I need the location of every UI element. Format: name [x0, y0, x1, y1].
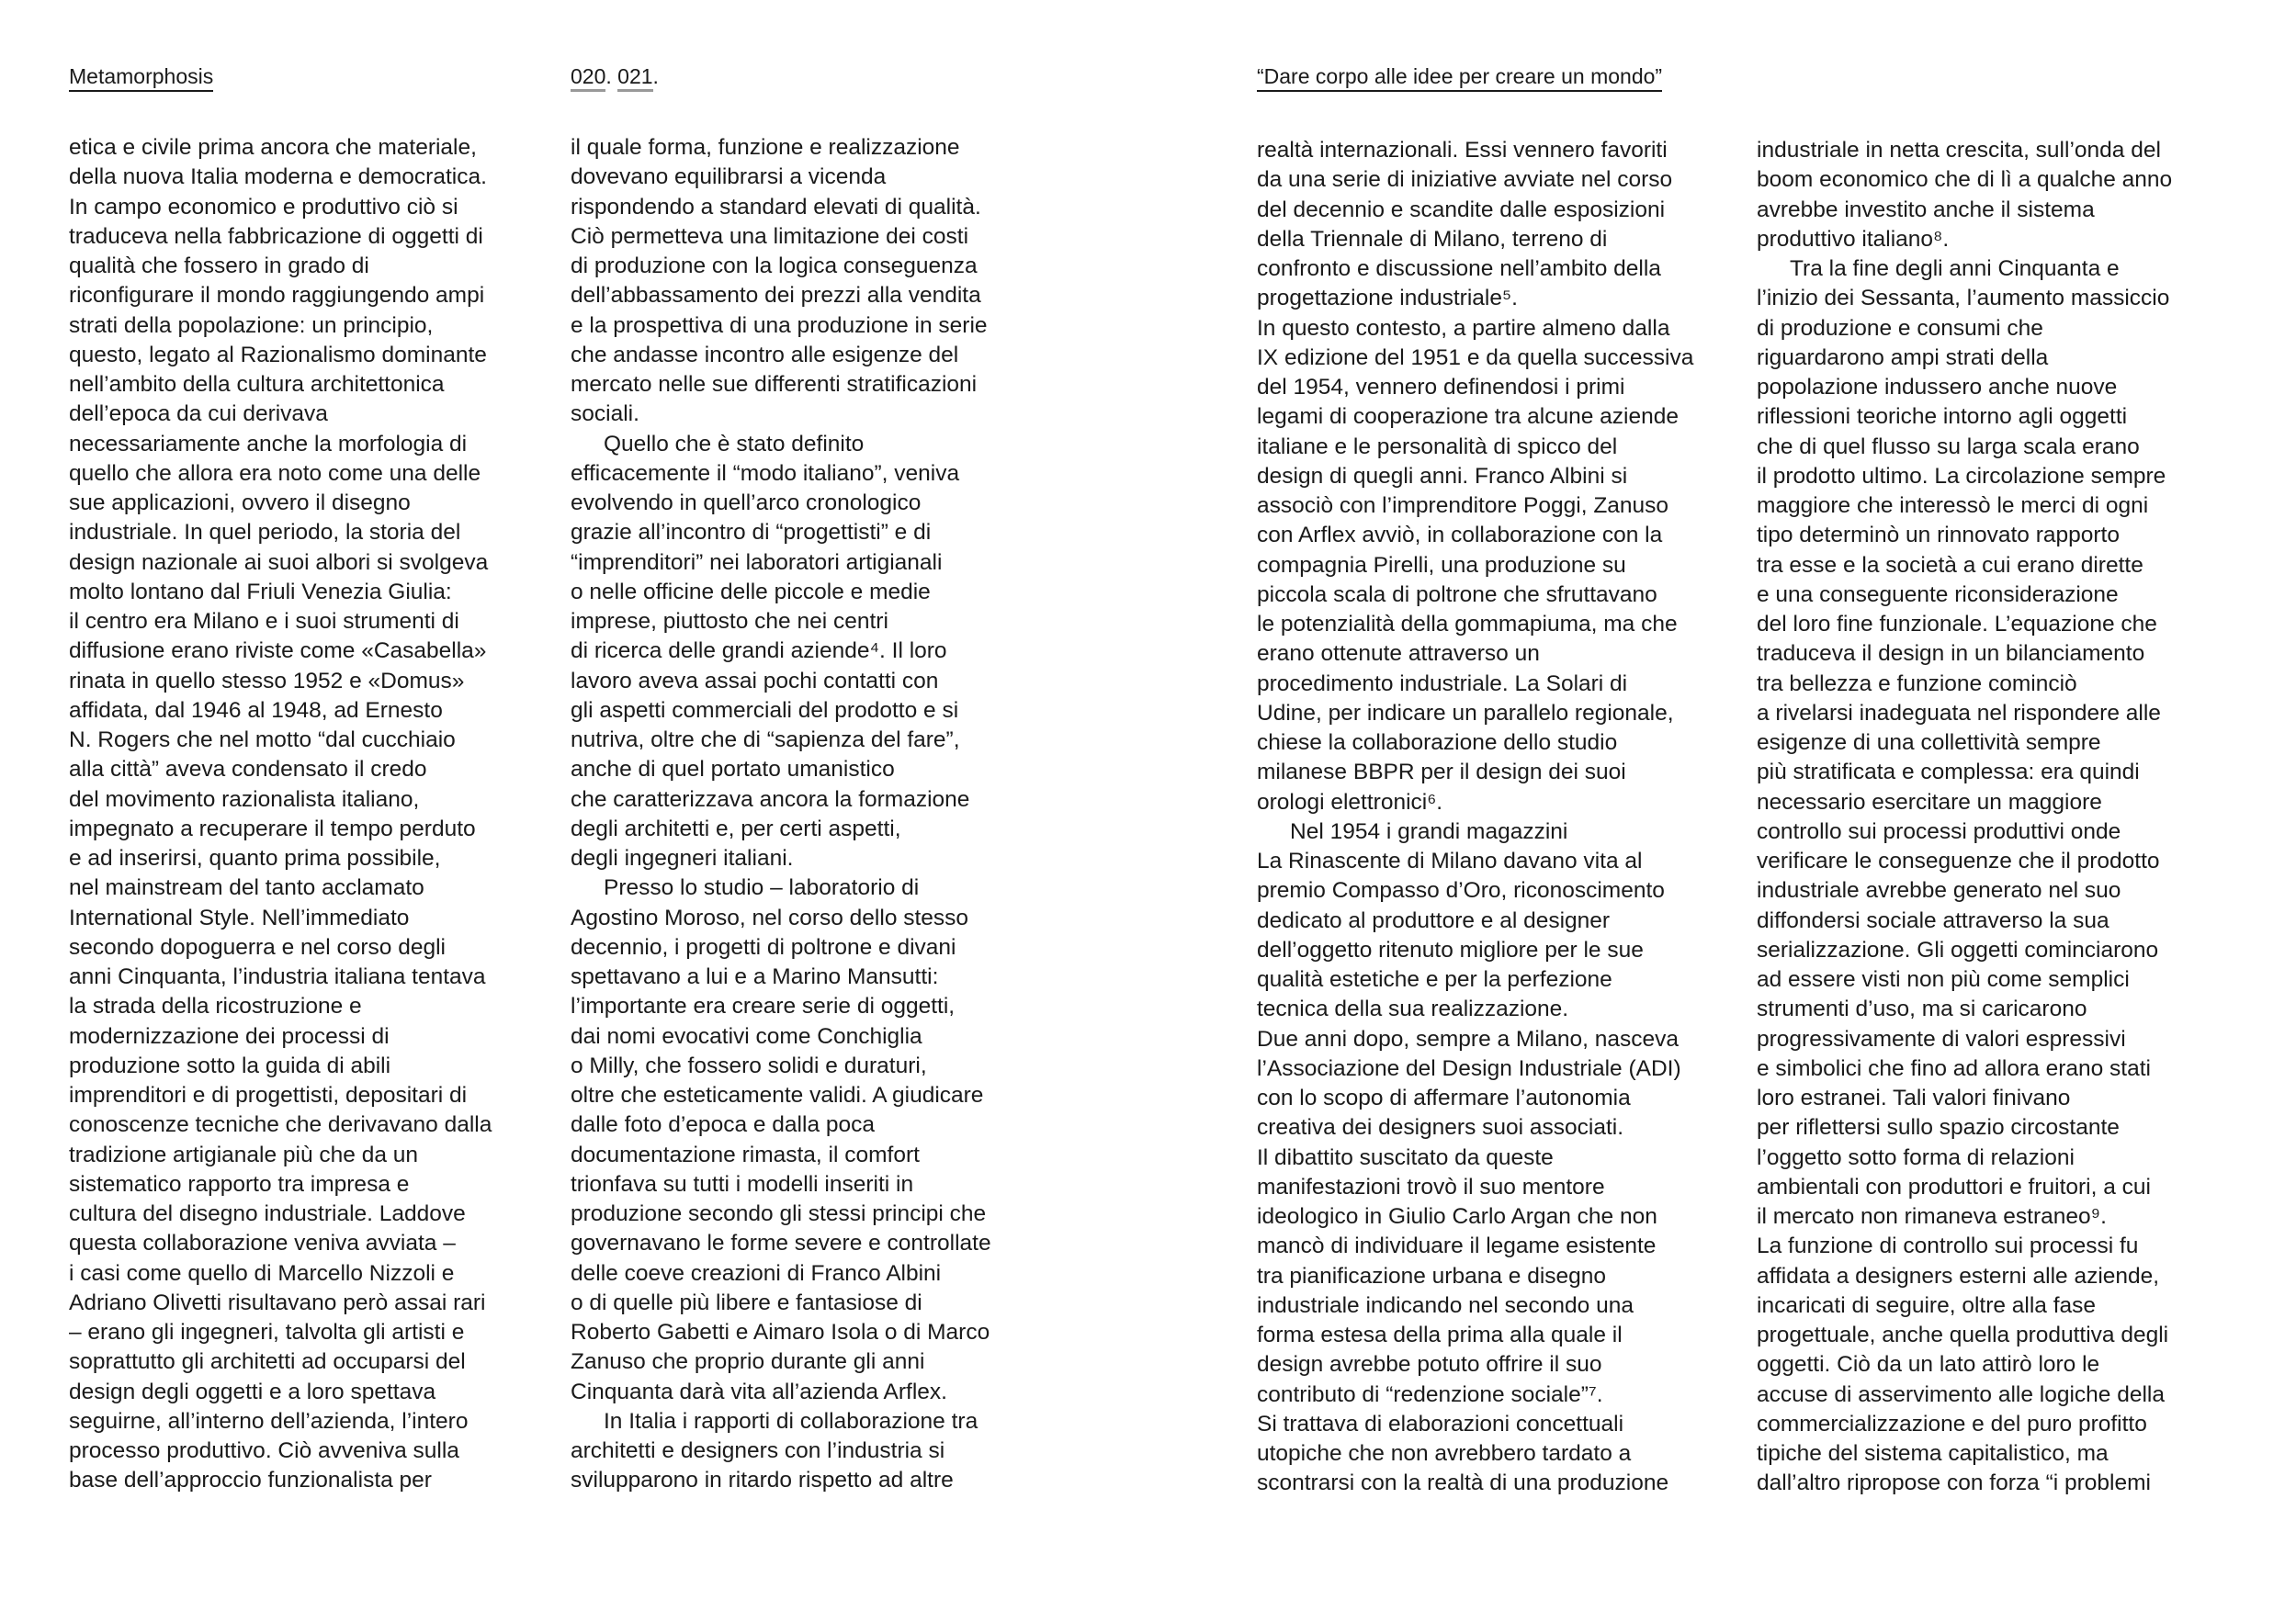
text-line: N. Rogers che nel motto “dal cucchiaio: [69, 727, 456, 752]
text-line: spettavano a lui e a Marino Mansutti:: [571, 964, 939, 989]
text-line: del 1954, vennero definendosi i primi: [1257, 375, 1625, 400]
text-line: Si trattava di elaborazioni concettuali: [1257, 1411, 1624, 1437]
text-line: dedicato al produttore e al designer: [1257, 907, 1611, 933]
text-line: tra esse e la società a cui erano dirette: [1757, 552, 2143, 578]
text-line: affidata a designers esterni alle aziende,: [1757, 1263, 2160, 1289]
text-line: il mercato non rimaneva estraneo⁹.: [1757, 1204, 2107, 1229]
running-head-left: [69, 62, 213, 90]
text-line: progettazione industriale⁵.: [1257, 286, 1518, 311]
text-line: boom economico che di lì a qualche anno: [1757, 167, 2173, 193]
text-line: incaricati di seguire, oltre alla fase: [1757, 1292, 2097, 1318]
text-column-2: [571, 133, 1067, 1496]
text-line: efficacemente il “modo italiano”, veniva: [571, 460, 960, 486]
text-line: o di quelle più libere e fantasiose di: [571, 1290, 922, 1315]
text-line: tra pianificazione urbana e disegno: [1257, 1263, 1607, 1289]
text-line: delle coeve creazioni di Franco Albini: [571, 1260, 942, 1286]
text-line: o Milly, che fossero solidi e duraturi,: [571, 1053, 927, 1078]
text-line: secondo dopoguerra e nel corso degli: [69, 934, 446, 960]
text-line: traduceva nella fabbricazione di oggetti di: [69, 223, 483, 249]
text-line: ambientali con produttori e fruitori, a cui: [1757, 1174, 2151, 1200]
text-line: sistematico rapporto tra impresa e: [69, 1171, 410, 1197]
text-line: orologi elettronici⁶.: [1257, 789, 1443, 815]
text-line: accuse di asservimento alle logiche della: [1757, 1381, 2165, 1407]
text-line: diffondersi sociale attraverso la sua: [1757, 907, 2109, 933]
text-line: gli aspetti commerciali del prodotto e si: [571, 697, 959, 723]
text-line: tipiche del sistema capitalistico, ma: [1757, 1441, 2109, 1466]
text-line: nel mainstream del tanto acclamato: [69, 875, 424, 901]
text-line: degli ingegneri italiani.: [571, 846, 794, 871]
text-line: che di quel flusso su larga scala erano: [1757, 434, 2140, 459]
text-line: manifestazioni trovò il suo mentore: [1257, 1174, 1605, 1200]
page-number-left[interactable]: 020: [571, 64, 605, 92]
text-line: Quello che è stato definito: [604, 431, 865, 456]
text-line: loro estranei. Tali valori finivano: [1757, 1086, 2071, 1110]
text-line: legami di cooperazione tra alcune aziende: [1257, 404, 1679, 430]
page-end-dot: .: [652, 64, 659, 88]
text-column-3: [1257, 136, 1753, 1499]
page-numbers: [571, 62, 659, 90]
text-line: della Triennale di Milano, terreno di: [1257, 226, 1608, 252]
chapter-title: “Dare corpo alle idee per creare un mondo”: [1257, 64, 1662, 92]
text-line: controllo sui processi produttivi onde: [1757, 818, 2121, 844]
text-line: industriale. In quel periodo, la storia del: [69, 520, 461, 546]
text-line: alla città” aveva condensato il credo: [69, 757, 427, 783]
text-line: Nel 1954 i grandi magazzini: [1290, 818, 1568, 844]
text-line: tipo determinò un rinnovato rapporto: [1757, 523, 2120, 548]
text-line: seguirne, all’interno dell’azienda, l’intero: [69, 1408, 469, 1434]
text-line: anche di quel portato umanistico: [571, 757, 895, 783]
text-column-4: [1757, 136, 2253, 1499]
text-line: evolvendo in quell’arco cronologico: [571, 490, 922, 515]
text-line: questo, legato al Razionalismo dominante: [69, 342, 487, 367]
text-line: maggiore che interessò le merci di ogni: [1757, 493, 2149, 518]
text-line: necessariamente anche la morfologia di: [69, 431, 468, 456]
text-line: industriale in netta crescita, sull’onda del: [1757, 138, 2161, 163]
text-line: sociali.: [571, 401, 639, 427]
text-line: molto lontano dal Friuli Venezia Giulia:: [69, 579, 452, 604]
text-line: erano ottenute attraverso un: [1257, 641, 1540, 667]
text-line: le potenzialità della gommapiuma, ma che: [1257, 612, 1678, 637]
text-line: trionfava su tutti i modelli inseriti in: [571, 1171, 914, 1197]
text-line: a rivelarsi inadeguata nel rispondere alle: [1757, 700, 2161, 726]
text-line: etica e civile prima ancora che materiale,: [69, 135, 477, 160]
text-line: l’importante era creare serie di oggetti,: [571, 994, 956, 1020]
text-line: dai nomi evocativi come Conchiglia: [571, 1023, 922, 1049]
text-line: dall’altro ripropose con forza “i problemi: [1757, 1470, 2151, 1496]
text-line: governavano le forme severe e controllate: [571, 1231, 991, 1256]
page-number-right[interactable]: 021: [617, 64, 652, 92]
text-line: produzione sotto la guida di abili: [69, 1053, 391, 1078]
text-line: mancò di individuare il legame esistente: [1257, 1234, 1657, 1259]
text-line: decennio, i progetti di poltrone e divani: [571, 934, 956, 960]
text-line: architetti e designers con l’industria si: [571, 1438, 945, 1463]
text-line: progressivamente di valori espressivi: [1757, 1026, 2126, 1052]
page-separator: .: [605, 64, 618, 88]
text-line: i casi come quello di Marcello Nizzoli e: [69, 1260, 455, 1286]
text-line: nutriva, oltre che di “sapienza del fare”,: [571, 727, 960, 752]
text-line: design avrebbe potuto offrire il suo: [1257, 1352, 1602, 1378]
text-line: processo produttivo. Ciò avveniva sulla: [69, 1438, 459, 1463]
text-line: conoscenze tecniche che derivavano dalla: [69, 1112, 492, 1138]
text-line: traduceva il design in un bilanciamento: [1757, 641, 2145, 667]
text-line: anni Cinquanta, l’industria italiana tentava: [69, 964, 486, 989]
text-line: industriale avrebbe generato nel suo: [1757, 878, 2121, 904]
text-line: di ricerca delle grandi aziende⁴. Il loro: [571, 638, 947, 664]
text-line: design degli oggetti e a loro spettava: [69, 1379, 436, 1404]
text-line: e ad inserirsi, quanto prima possibile,: [69, 846, 441, 871]
text-line: la strada della ricostruzione e: [69, 994, 362, 1020]
text-line: produttivo italiano⁸.: [1757, 226, 1950, 252]
text-line: imprenditori e di progettisti, depositari di: [69, 1083, 468, 1108]
text-line: associò con l’imprenditore Poggi, Zanuso: [1257, 493, 1669, 518]
text-line: industriale indicando nel secondo una: [1257, 1292, 1634, 1318]
running-head-right: [1257, 62, 1662, 90]
text-line: diffusione erano riviste come «Casabella»: [69, 638, 487, 664]
text-line: creativa dei designers suoi associati.: [1257, 1115, 1624, 1141]
text-line: con lo scopo di affermare l’autonomia: [1257, 1086, 1631, 1110]
text-line: riconfigurare il mondo raggiungendo ampi: [69, 283, 485, 309]
text-line: Tra la fine degli anni Cinquanta e: [1790, 256, 2120, 281]
text-line: del movimento razionalista italiano,: [69, 786, 420, 812]
text-line: strumenti d’uso, ma si caricarono: [1757, 997, 2087, 1022]
text-line: compagnia Pirelli, una produzione su: [1257, 552, 1626, 578]
text-line: di produzione e consumi che: [1757, 315, 2043, 341]
text-line: riflessioni teoriche intorno agli oggetti: [1757, 404, 2128, 430]
text-line: IX edizione del 1951 e da quella successiva: [1257, 344, 1694, 370]
text-line: design nazionale ai suoi albori si svolgeva: [69, 549, 489, 575]
text-line: e una conseguente riconsiderazione: [1757, 581, 2119, 607]
text-line: l’oggetto sotto forma di relazioni: [1757, 1144, 2075, 1170]
text-line: premio Compasso d’Oro, riconoscimento: [1257, 878, 1665, 904]
text-line: riguardarono ampi strati della: [1757, 344, 2049, 370]
text-line: dell’abbassamento dei prezzi alla vendita: [571, 283, 981, 309]
text-line: “imprenditori” nei laboratori artigianali: [571, 549, 943, 575]
text-line: rinata in quello stesso 1952 e «Domus»: [69, 668, 465, 693]
text-line: per riflettersi sullo spazio circostante: [1757, 1115, 2120, 1141]
text-line: – erano gli ingegneri, talvolta gli artisti e: [69, 1320, 465, 1345]
text-line: più stratificata e complessa: era quindi: [1757, 760, 2140, 785]
text-line: confronto e discussione nell’ambito della: [1257, 256, 1661, 281]
text-line: modernizzazione dei processi di: [69, 1023, 390, 1049]
text-line: rispondendo a standard elevati di qualità.: [571, 194, 981, 220]
text-line: l’Associazione del Design Industriale (ADI): [1257, 1055, 1681, 1081]
text-line: ideologico in Giulio Carlo Argan che non: [1257, 1204, 1657, 1229]
text-line: dell’epoca da cui derivava: [69, 401, 328, 427]
text-line: oltre che esteticamente validi. A giudicare: [571, 1083, 984, 1108]
text-line: ad essere visti non più come semplici: [1757, 967, 2130, 992]
text-line: della nuova Italia moderna e democratica.: [69, 164, 487, 190]
text-line: forma estesa della prima alla quale il: [1257, 1323, 1623, 1347]
text-line: commercializzazione e del puro profitto: [1757, 1411, 2147, 1437]
text-line: design di quegli anni. Franco Albini si: [1257, 463, 1628, 489]
text-line: Il dibattito suscitato da queste: [1257, 1144, 1554, 1170]
text-line: documentazione rimasta, il comfort: [571, 1142, 920, 1167]
text-line: La funzione di controllo sui processi fu: [1757, 1234, 2139, 1259]
text-line: lavoro aveva assai pochi contatti con: [571, 668, 939, 693]
text-line: Ciò permetteva una limitazione dei costi: [571, 223, 969, 249]
text-line: International Style. Nell’immediato: [69, 905, 410, 930]
text-line: il quale forma, funzione e realizzazione: [571, 135, 960, 160]
text-line: e la prospettiva di una produzione in serie: [571, 312, 988, 338]
text-line: popolazione indussero anche nuove: [1757, 375, 2118, 400]
text-line: piccola scala di poltrone che sfruttavano: [1257, 581, 1657, 607]
text-line: Presso lo studio – laboratorio di: [604, 875, 920, 901]
text-line: Adriano Olivetti risultavano però assai rari: [69, 1290, 486, 1315]
text-line: In campo economico e produttivo ciò si: [69, 194, 458, 220]
text-line: svilupparono in ritardo rispetto ad altre: [571, 1468, 954, 1493]
text-line: di produzione con la logica conseguenza: [571, 254, 978, 278]
text-line: Due anni dopo, sempre a Milano, nasceva: [1257, 1026, 1679, 1052]
text-line: Roberto Gabetti e Aimaro Isola o di Marco: [571, 1320, 990, 1345]
text-line: qualità che fossero in grado di: [69, 254, 369, 278]
text-line: necessario esercitare un maggiore: [1757, 789, 2102, 815]
text-line: In questo contesto, a partire almeno dalla: [1257, 315, 1670, 341]
text-line: tecnica della sua realizzazione.: [1257, 997, 1569, 1022]
text-line: grazie all’incontro di “progettisti” e di: [571, 520, 932, 546]
text-line: mercato nelle sue differenti stratificazioni: [571, 372, 978, 397]
text-line: utopiche che non avrebbero tardato a: [1257, 1441, 1632, 1466]
text-line: dalle foto d’epoca e dalla poca: [571, 1112, 876, 1138]
text-line: da una serie di iniziative avviate nel corso: [1257, 167, 1673, 193]
text-line: scontrarsi con la realtà di una produzione: [1257, 1470, 1669, 1496]
text-line: o nelle officine delle piccole e medie: [571, 579, 931, 604]
text-line: imprese, piuttosto che nei centri: [571, 609, 888, 634]
text-line: tra bellezza e funzione cominciò: [1757, 670, 2077, 696]
text-line: contributo di “redenzione sociale”⁷.: [1257, 1381, 1603, 1407]
text-line: base dell’approccio funzionalista per: [69, 1468, 432, 1493]
text-line: Udine, per indicare un parallelo regionale,: [1257, 700, 1674, 726]
text-line: del decennio e scandite dalle esposizioni: [1257, 197, 1666, 222]
text-line: In Italia i rapporti di collaborazione tra: [604, 1408, 978, 1434]
text-line: soprattutto gli architetti ad occuparsi del: [69, 1349, 466, 1375]
text-line: il prodotto ultimo. La circolazione sempre: [1757, 463, 2166, 489]
text-line: esigenze di una collettività sempre: [1757, 730, 2101, 755]
text-line: oggetti. Ciò da un lato attirò loro le: [1757, 1352, 2100, 1378]
text-line: l’inizio dei Sessanta, l’aumento massiccio: [1757, 286, 2170, 311]
text-line: progettuale, anche quella produttiva degli: [1757, 1323, 2169, 1347]
text-line: procedimento industriale. La Solari di: [1257, 670, 1628, 696]
text-line: italiane e le personalità di spicco del: [1257, 434, 1618, 459]
text-line: affidata, dal 1946 al 1948, ad Ernesto: [69, 697, 443, 723]
text-line: Agostino Moroso, nel corso dello stesso: [571, 905, 969, 930]
text-line: La Rinascente di Milano davano vita al: [1257, 849, 1643, 873]
text-line: con Arflex avviò, in collaborazione con la: [1257, 523, 1663, 548]
text-line: che caratterizzava ancora la formazione: [571, 786, 970, 812]
text-line: cultura del disegno industriale. Laddove: [69, 1201, 466, 1226]
text-line: dell’oggetto ritenuto migliore per le sue: [1257, 937, 1644, 963]
text-line: il centro era Milano e i suoi strumenti di: [69, 609, 459, 634]
text-line: del loro fine funzionale. L’equazione che: [1757, 612, 2157, 637]
text-line: avrebbe investito anche il sistema: [1757, 197, 2095, 222]
text-line: strati della popolazione: un principio,: [69, 312, 434, 338]
text-line: impegnato a recuperare il tempo perduto: [69, 816, 476, 841]
text-line: produzione secondo gli stessi principi che: [571, 1201, 987, 1226]
text-line: tradizione artigianale più che da un: [69, 1142, 419, 1167]
text-line: questa collaborazione veniva avviata –: [69, 1231, 456, 1256]
text-line: qualità estetiche e per la perfezione: [1257, 967, 1612, 992]
text-line: chiese la collaborazione dello studio: [1257, 730, 1618, 755]
text-line: dovevano equilibrarsi a vicenda: [571, 164, 887, 190]
text-line: milanese BBPR per il design dei suoi: [1257, 760, 1626, 785]
text-line: degli architetti e, per certi aspetti,: [571, 816, 901, 841]
text-column-1: [69, 133, 565, 1496]
text-line: Zanuso che proprio durante gli anni: [571, 1349, 925, 1375]
text-line: quello che allora era noto come una delle: [69, 460, 481, 486]
text-line: sue applicazioni, ovvero il disegno: [69, 490, 411, 515]
text-line: nell’ambito della cultura architettonica: [69, 372, 445, 397]
text-line: realtà internazionali. Essi vennero favoriti: [1257, 138, 1668, 163]
text-line: e simbolici che fino ad allora erano stati: [1757, 1055, 2151, 1081]
text-line: che andasse incontro alle esigenze del: [571, 342, 959, 367]
text-line: serializzazione. Gli oggetti cominciarono: [1757, 937, 2159, 963]
book-title: Metamorphosis: [69, 64, 213, 92]
text-line: verificare le conseguenze che il prodotto: [1757, 849, 2160, 873]
text-line: Cinquanta darà vita all’azienda Arflex.: [571, 1379, 947, 1404]
